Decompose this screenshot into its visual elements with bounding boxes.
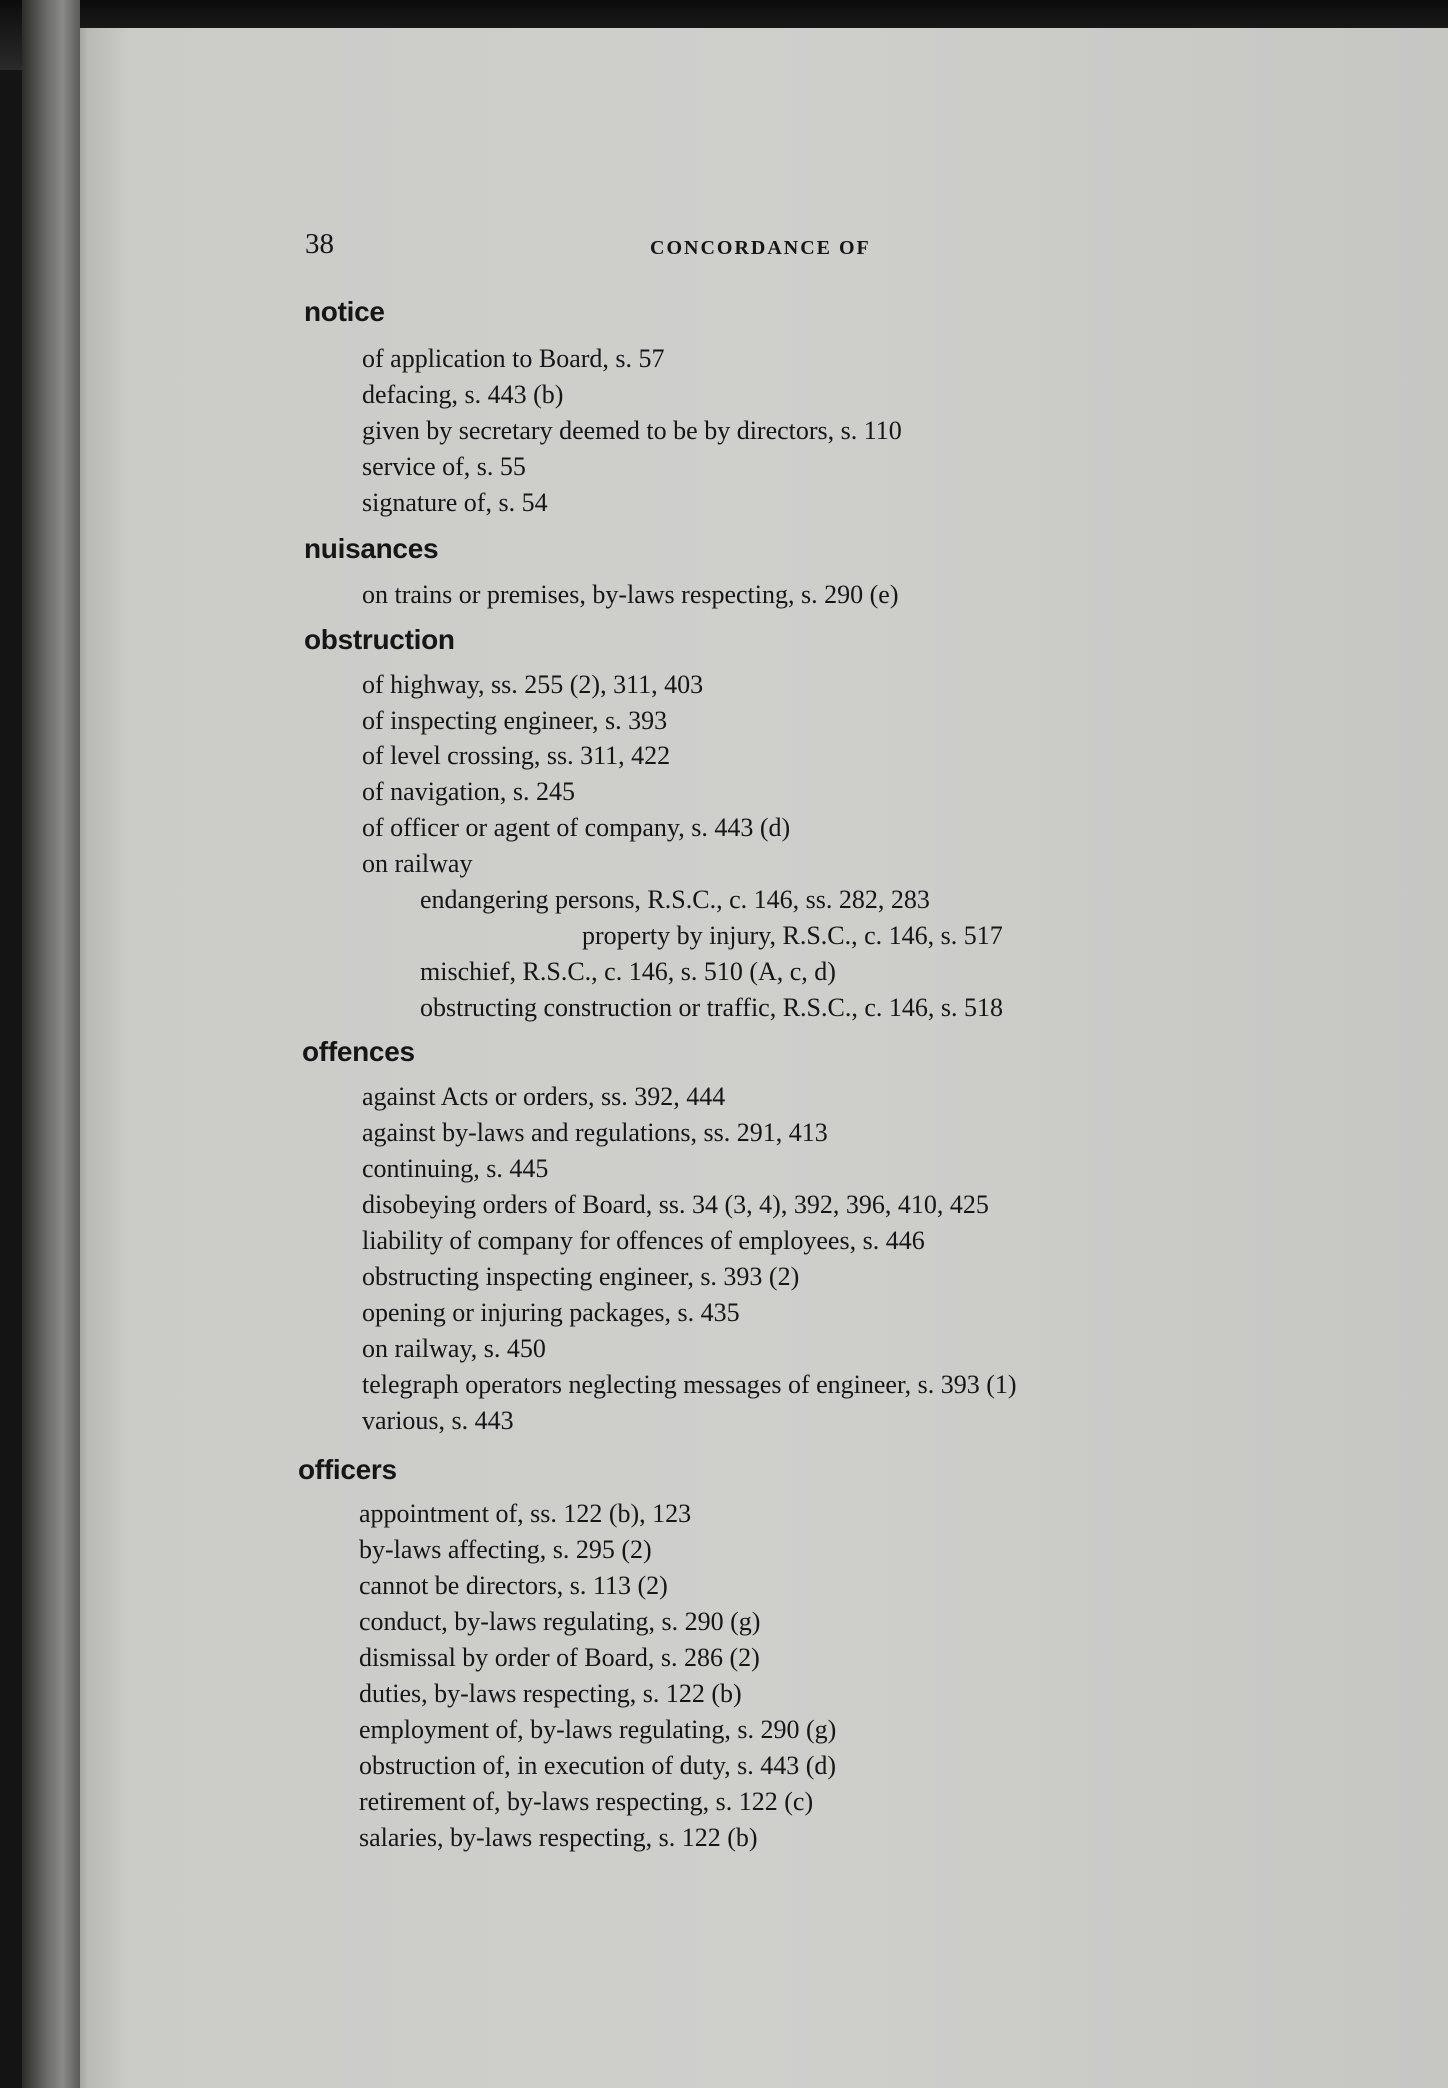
entry-line: obstruction of, in execution of duty, s. 443 (d) (359, 1751, 837, 1780)
entry-line: property by injury, R.S.C., c. 146, s. 517 (582, 921, 1003, 950)
entry-line: endangering persons, R.S.C., c. 146, ss. 282, 283 (420, 885, 930, 914)
running-head: CONCORDANCE OF (650, 237, 871, 259)
entry-line: employment of, by-laws regulating, s. 290 (g) (359, 1715, 837, 1744)
entry-line: retirement of, by-laws respecting, s. 122 (c) (359, 1787, 814, 1816)
entry-line: of navigation, s. 245 (362, 777, 576, 806)
entry-heading-obstruction: obstruction (304, 624, 455, 655)
entry-line: obstructing construction or traffic, R.S.C., c. 146, s. 518 (420, 993, 1004, 1022)
entry-line: telegraph operators neglecting messages of engineer, s. 393 (1) (362, 1370, 1017, 1399)
entry-heading-offences: offences (302, 1036, 415, 1067)
entry-line: on trains or premises, by-laws respecting, s. 290 (e) (362, 580, 899, 609)
entry-line: of officer or agent of company, s. 443 (d) (362, 813, 791, 842)
entry-line: continuing, s. 445 (362, 1154, 549, 1183)
entry-line: of application to Board, s. 57 (362, 344, 665, 373)
entry-line: against Acts or orders, ss. 392, 444 (362, 1082, 726, 1111)
entry-line: various, s. 443 (362, 1406, 514, 1435)
entry-line: defacing, s. 443 (b) (362, 380, 564, 409)
entry-line: opening or injuring packages, s. 435 (362, 1298, 740, 1327)
entry-line: on railway, s. 450 (362, 1334, 546, 1363)
entry-line: against by-laws and regulations, ss. 291, 413 (362, 1118, 828, 1147)
entry-line: conduct, by-laws regulating, s. 290 (g) (359, 1607, 761, 1636)
entry-line: service of, s. 55 (362, 452, 526, 481)
entry-line: liability of company for offences of employees, s. 446 (362, 1226, 925, 1255)
entry-line: on railway (362, 849, 473, 878)
entry-line: of inspecting engineer, s. 393 (362, 706, 668, 735)
entry-line: obstructing inspecting engineer, s. 393 (2) (362, 1262, 800, 1291)
entry-heading-officers: officers (298, 1454, 397, 1485)
entry-line: by-laws affecting, s. 295 (2) (359, 1535, 652, 1564)
entry-line: mischief, R.S.C., c. 146, s. 510 (A, c, d) (420, 957, 836, 986)
entry-line: given by secretary deemed to be by directors, s. 110 (362, 416, 902, 445)
entry-line: signature of, s. 54 (362, 488, 548, 517)
entry-heading-notice: notice (304, 296, 385, 327)
entry-line: cannot be directors, s. 113 (2) (359, 1571, 668, 1600)
entry-line: salaries, by-laws respecting, s. 122 (b) (359, 1823, 758, 1852)
page-number: 38 (305, 228, 334, 260)
entry-line: duties, by-laws respecting, s. 122 (b) (359, 1679, 742, 1708)
entry-line: dismissal by order of Board, s. 286 (2) (359, 1643, 760, 1672)
entry-line: of level crossing, ss. 311, 422 (362, 741, 671, 770)
entry-heading-nuisances: nuisances (304, 533, 439, 564)
entry-line: appointment of, ss. 122 (b), 123 (359, 1499, 692, 1528)
entry-line: of highway, ss. 255 (2), 311, 403 (362, 670, 704, 699)
entry-line: disobeying orders of Board, ss. 34 (3, 4), 392, 396, 410, 425 (362, 1190, 989, 1219)
